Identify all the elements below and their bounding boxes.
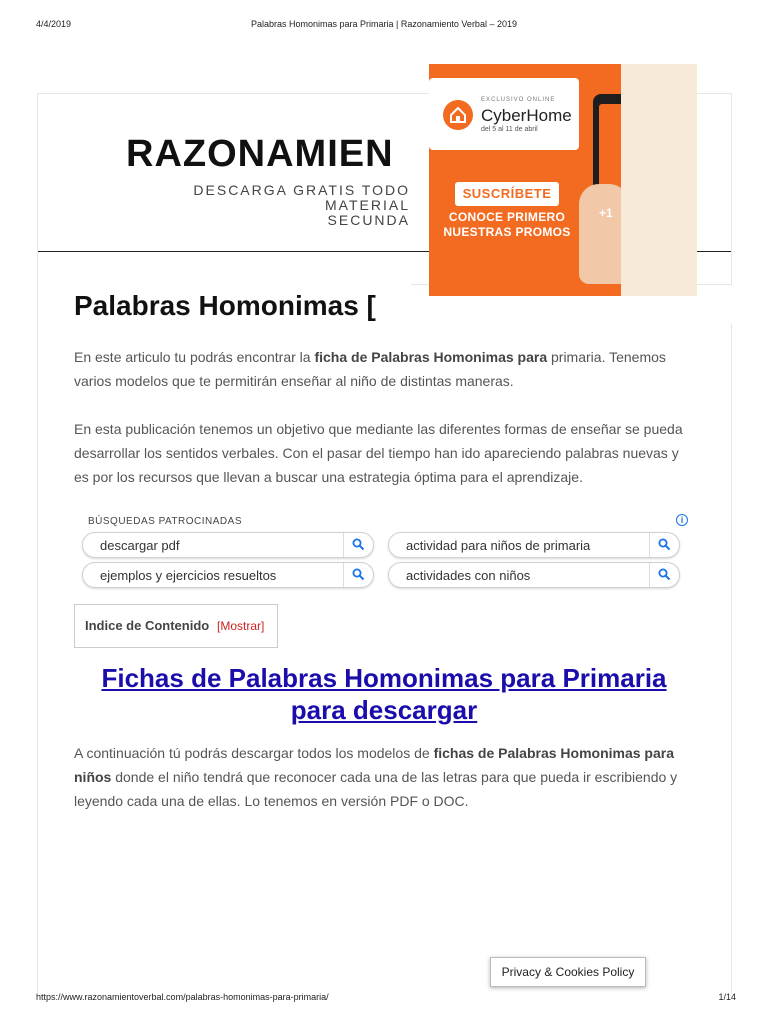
intro-text-end: primaria. Tenemos varios modelos que te permitirán enseñar al niño de distintas maneras.: [74, 349, 666, 389]
ad-promo-text: [435, 210, 579, 240]
privacy-cookies-button[interactable]: Privacy & Cookies Policy: [490, 957, 646, 987]
toc-title: Indice de Contenido: [85, 618, 210, 633]
sponsored-search-text: actividades con niños: [406, 568, 531, 583]
search-icon[interactable]: [649, 533, 679, 557]
intro-paragraph: [74, 345, 694, 393]
ad-promo-line1: CONOCE PRIMERO: [448, 210, 566, 224]
download-text-bold: fichas de Palabras Homonimas para niños: [74, 745, 674, 785]
ad-exclusive-label: EXCLUSIVO ONLINE: [481, 97, 556, 103]
sponsored-search-text: actividad para niños de primaria: [406, 538, 591, 553]
intro-text-bold: ficha de Palabras Homonimas para: [314, 349, 548, 365]
download-paragraph: [74, 741, 694, 813]
site-tagline: [108, 183, 410, 228]
hand-image: [579, 184, 621, 284]
objective-paragraph: En esta publicación tenemos un objetivo que mediante las diferentes formas de enseñar se pueda desarrollar los sentidos verbales. Con el pasar del tiempo han ido apareciendo palabras nuevas y es por los recursos que llevan a buscar una estrategia óptima para el aprendizaje.: [74, 421, 683, 485]
info-icon[interactable]: i: [676, 514, 688, 526]
house-icon: [443, 100, 473, 130]
print-title: Palabras Homonimas para Primaria | Razonamiento Verbal – 2019: [251, 19, 517, 29]
print-footer: [0, 992, 768, 1004]
download-text-start: A continuación tú podrás descargar todos los modelos de: [74, 745, 434, 761]
sponsored-search-text: descargar pdf: [100, 538, 180, 553]
tagline-line2: SECUNDA: [327, 212, 410, 228]
sponsored-search-text: ejemplos y ejercicios resueltos: [100, 568, 277, 583]
tagline-line1: DESCARGA GRATIS TODO MATERIAL: [193, 182, 410, 213]
section-heading-link[interactable]: Fichas de Palabras Homonimas para Primaria para descargar: [101, 663, 667, 725]
ad-brand: CyberHome: [481, 106, 572, 125]
sponsored-search-pill[interactable]: [82, 562, 374, 588]
site-title[interactable]: RAZONAMIEN: [126, 133, 394, 175]
ad-plus-badge: +1: [599, 206, 613, 220]
ad-dates: del 5 al 11 de abril: [481, 126, 538, 133]
search-icon[interactable]: [343, 563, 373, 587]
post-title: Palabras Homonimas [: [74, 290, 376, 321]
print-page-number: 1/14: [718, 992, 736, 1002]
cyberhome-ad-banner[interactable]: [429, 64, 621, 296]
sponsored-label: BÚSQUEDAS PATROCINADAS: [88, 516, 242, 527]
ad-logo-card: [429, 78, 579, 150]
search-icon[interactable]: [343, 533, 373, 557]
sponsored-search-pill[interactable]: [388, 532, 680, 558]
search-icon[interactable]: [649, 563, 679, 587]
sponsored-search-pill[interactable]: [388, 562, 680, 588]
download-text-end: donde el niño tendrá que reconocer cada una de las letras para que pueda ir escribiendo y leyendo cada una de ellas. Lo tenemos en versión PDF o DOC.: [74, 769, 678, 809]
subscribe-button[interactable]: SUSCRÍBETE: [455, 182, 559, 206]
table-of-contents: [74, 604, 278, 648]
sponsored-searches: [82, 514, 688, 592]
toc-toggle-link[interactable]: [Mostrar]: [217, 619, 265, 633]
print-header: [0, 19, 768, 31]
intro-text-start: En este articulo tu podrás encontrar la: [74, 349, 315, 365]
ad-banner-edge: [621, 64, 697, 296]
print-date: 4/4/2019: [36, 19, 72, 29]
ad-promo-line2: NUESTRAS PROMOS: [443, 225, 571, 239]
print-url: https://www.razonamientoverbal.com/palabras-homonimas-para-primaria/: [36, 992, 329, 1002]
sponsored-search-pill[interactable]: [82, 532, 374, 558]
